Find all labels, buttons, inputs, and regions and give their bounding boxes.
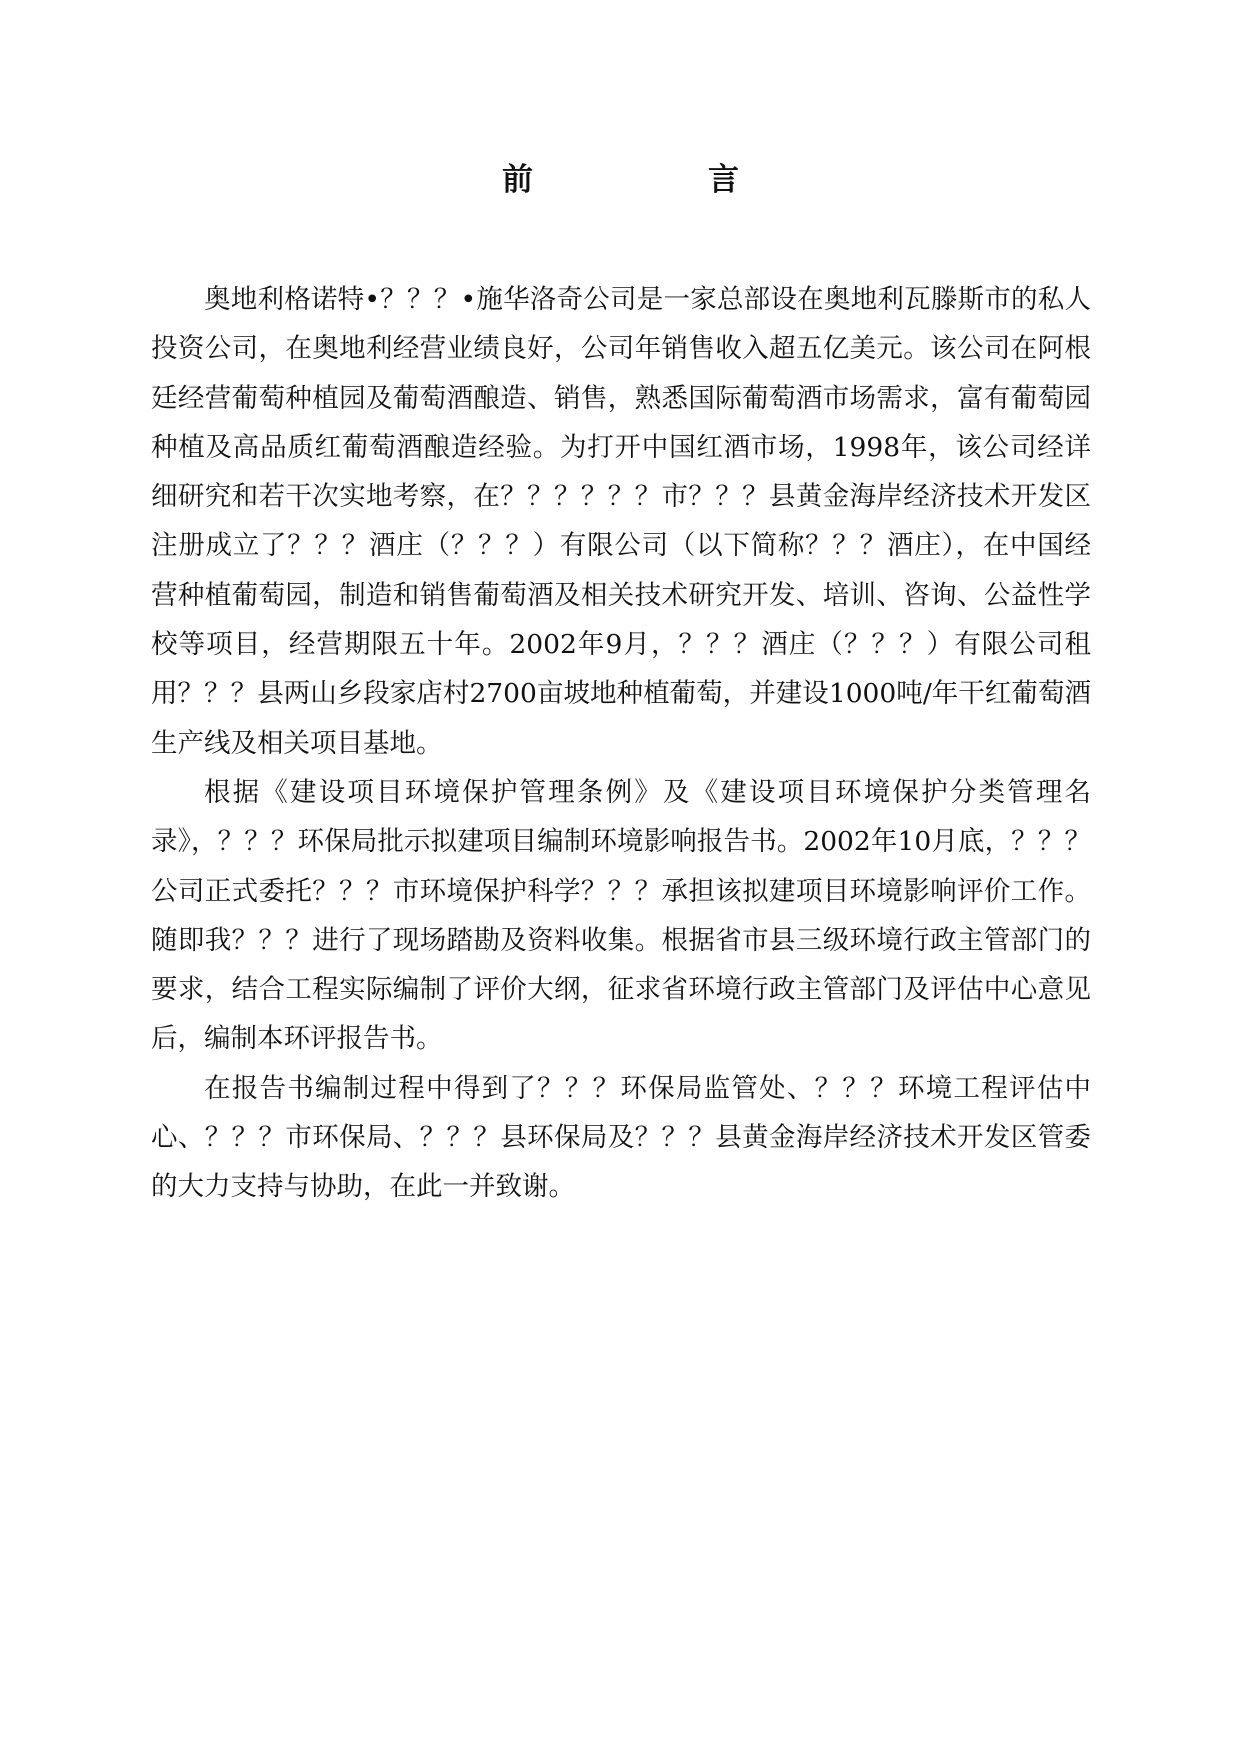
body-text bbox=[151, 275, 1091, 1212]
paragraph-acknowledgement: 在报告书编制过程中得到了？？？环保局监管处、？？？环境工程评估中心、？？？市环保局、？？？县环保局及？？？县黄金海岸经济技术开发区管委的大力支持与协助，在此一并致谢。 bbox=[151, 1072, 1091, 1203]
page-title: 前 言 bbox=[502, 162, 811, 198]
paragraph-basis: 根据《建设项目环境保护管理条例》及《建设项目环境保护分类管理名录》，？？？环保局批示拟建项目编制环境影响报告书。2002年10月底，？？？公司正式委托？？？市环境保护科学？？？承担该拟建项目环境影响评价工作。随即我？？？进行了现场踏勘及资料收集。根据省市县三级环境行政主管部门的要求，结合工程实际编制了评价大纲，征求省环境行政主管部门及评估中心意见后，编制本环评报告书。 bbox=[151, 776, 1091, 1055]
paragraph-intro: 奥地利格诺特•？？？•施华洛奇公司是一家总部设在奥地利瓦滕斯市的私人投资公司，在奥地利经营业绩良好，公司年销售收入超五亿美元。该公司在阿根廷经营葡萄种植园及葡萄酒酿造、销售，熟悉国际葡萄酒市场需求，富有葡萄园种植及高品质红葡萄酒酿造经验。为打开中国红酒市场，1998年，该公司经详细研究和若干次实地考察，在？？？？？？市？？？县黄金海岸经济技术开发区注册成立了？？？酒庄（？？？）有限公司（以下简称？？？酒庄），在中国经营种植葡萄园，制造和销售葡萄酒及相关技术研究开发、培训、咨询、公益性学校等项目，经营期限五十年。2002年9月，？？？酒庄（？？？）有限公司租用？？？县两山乡段家店村2700亩坡地种植葡萄，并建设1000吨/年干红葡萄酒生产线及相关项目基地。 bbox=[151, 284, 1091, 759]
